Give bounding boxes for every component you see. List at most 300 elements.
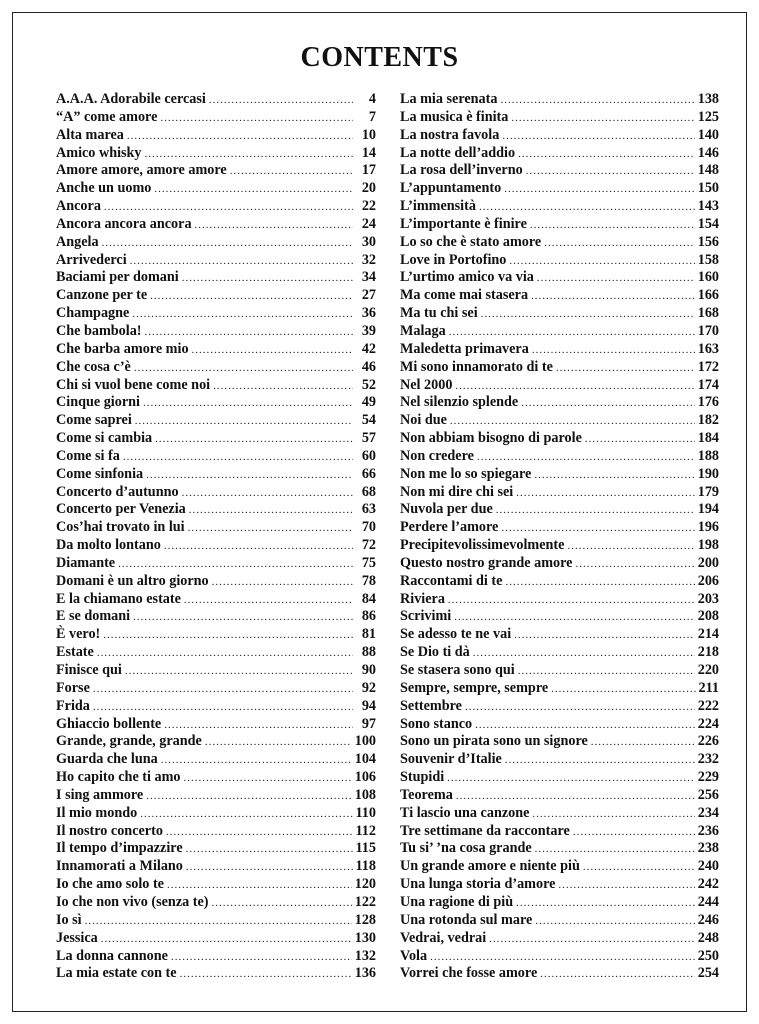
toc-entry-page: 108 bbox=[354, 786, 376, 803]
toc-entry-page: 166 bbox=[697, 287, 719, 304]
toc-entry-title: Come si cambia bbox=[56, 430, 153, 447]
toc-leader-dots bbox=[465, 699, 695, 717]
toc-entry bbox=[56, 805, 376, 823]
toc-entry bbox=[56, 733, 376, 751]
toc-entry bbox=[400, 716, 719, 734]
toc-leader-dots bbox=[551, 681, 695, 699]
toc-entry-title: Nel 2000 bbox=[400, 376, 453, 393]
toc-entry bbox=[400, 216, 719, 234]
toc-entry-title: La mia serenata bbox=[400, 91, 498, 107]
toc-leader-dots bbox=[166, 824, 353, 842]
toc-entry bbox=[56, 412, 376, 430]
toc-leader-dots bbox=[192, 342, 353, 360]
toc-entry bbox=[400, 858, 719, 876]
toc-entry-title: Raccontami di te bbox=[400, 572, 503, 589]
toc-entry bbox=[400, 234, 719, 252]
toc-entry bbox=[400, 912, 719, 930]
toc-entry-title: La rosa dell’inverno bbox=[400, 162, 523, 179]
toc-entry-page: 130 bbox=[354, 929, 376, 946]
toc-leader-dots bbox=[518, 146, 695, 164]
toc-entry-page: 104 bbox=[354, 751, 376, 768]
toc-entry-page: 200 bbox=[697, 554, 719, 571]
toc-entry bbox=[400, 269, 719, 287]
toc-entry-title: Sono stanco bbox=[400, 715, 473, 732]
toc-entry bbox=[56, 912, 376, 930]
toc-leader-dots bbox=[189, 502, 353, 520]
toc-entry-page: 97 bbox=[361, 715, 376, 732]
toc-leader-dots bbox=[558, 877, 694, 895]
toc-entry bbox=[56, 216, 376, 234]
toc-entry bbox=[56, 127, 376, 145]
toc-entry-page: 60 bbox=[361, 447, 376, 464]
toc-entry-title: Amore amore, amore amore bbox=[56, 162, 227, 179]
toc-entry bbox=[56, 466, 376, 484]
toc-entry-page: 229 bbox=[697, 769, 719, 786]
toc-entry-title: La musica è finita bbox=[400, 108, 509, 125]
toc-entry-title: La donna cannone bbox=[56, 947, 168, 964]
toc-entry-page: 246 bbox=[697, 911, 719, 928]
toc-entry bbox=[56, 91, 376, 109]
toc-entry bbox=[56, 501, 376, 519]
toc-entry bbox=[56, 394, 376, 412]
toc-entry-title: E se domani bbox=[56, 608, 131, 625]
toc-entry bbox=[400, 733, 719, 751]
toc-entry-page: 110 bbox=[355, 804, 376, 821]
toc-entry bbox=[400, 823, 719, 841]
toc-entry-title: Ma come mai stasera bbox=[400, 287, 529, 304]
toc-entry-title: Se Dio ti dà bbox=[400, 644, 470, 661]
toc-entry-page: 17 bbox=[361, 162, 376, 179]
toc-entry-page: 7 bbox=[368, 108, 376, 125]
toc-entry-title: Teorema bbox=[400, 786, 453, 803]
toc-entry bbox=[400, 840, 719, 858]
toc-leader-dots bbox=[143, 395, 353, 413]
toc-entry bbox=[56, 894, 376, 912]
toc-leader-dots bbox=[150, 288, 353, 306]
toc-entry-page: 122 bbox=[354, 893, 376, 910]
toc-leader-dots bbox=[573, 824, 695, 842]
toc-leader-dots bbox=[496, 502, 695, 520]
toc-leader-dots bbox=[161, 752, 352, 770]
toc-entry bbox=[400, 448, 719, 466]
toc-entry-title: Tre settimane da raccontare bbox=[400, 822, 570, 839]
toc-entry bbox=[400, 359, 719, 377]
toc-entry-page: 54 bbox=[361, 412, 376, 429]
toc-leader-dots bbox=[540, 966, 694, 984]
toc-leader-dots bbox=[447, 770, 695, 788]
toc-entry-title: Amico whisky bbox=[56, 144, 142, 161]
toc-entry bbox=[400, 341, 719, 359]
toc-leader-dots bbox=[164, 538, 353, 556]
toc-leader-dots bbox=[481, 306, 695, 324]
toc-entry bbox=[400, 394, 719, 412]
toc-entry-title: Finisce qui bbox=[56, 662, 122, 678]
toc-entry-page: 222 bbox=[697, 697, 719, 714]
toc-entry bbox=[400, 305, 719, 323]
toc-entry bbox=[56, 965, 376, 983]
toc-leader-dots bbox=[132, 306, 353, 324]
toc-entry-page: 27 bbox=[361, 287, 376, 304]
toc-entry-title: È vero! bbox=[56, 626, 101, 643]
toc-entry-page: 88 bbox=[361, 644, 376, 661]
toc-entry bbox=[400, 644, 719, 662]
toc-entry-title: Concerto per Venezia bbox=[56, 501, 186, 518]
toc-entry-title: Se adesso te ne vai bbox=[400, 626, 512, 643]
toc-entry-title: L’urtimo amico va via bbox=[400, 269, 534, 286]
toc-entry bbox=[56, 430, 376, 448]
toc-entry-title: Love in Portofino bbox=[400, 251, 507, 268]
toc-entry-title: L’importante è finire bbox=[400, 215, 527, 232]
toc-leader-dots bbox=[125, 663, 353, 681]
toc-entry-page: 220 bbox=[697, 662, 719, 678]
toc-entry-title: Concerto d’autunno bbox=[56, 483, 179, 500]
toc-entry-page: 72 bbox=[361, 537, 376, 554]
toc-entry bbox=[56, 519, 376, 537]
toc-entry-title: Io che non vivo (senza te) bbox=[56, 893, 209, 910]
toc-entry-title: Io che amo solo te bbox=[56, 876, 164, 893]
toc-entry bbox=[400, 198, 719, 216]
toc-entry-title: Un grande amore e niente più bbox=[400, 858, 580, 875]
toc-entry bbox=[56, 341, 376, 359]
toc-leader-dots bbox=[146, 788, 351, 806]
toc-entry bbox=[56, 698, 376, 716]
toc-entry-page: 86 bbox=[361, 608, 376, 625]
toc-entry-title: Riviera bbox=[400, 590, 445, 607]
toc-entry-title: L’immensità bbox=[400, 198, 476, 215]
toc-leader-dots bbox=[518, 663, 695, 681]
toc-leader-dots bbox=[535, 913, 694, 931]
toc-entry bbox=[400, 769, 719, 787]
toc-entry-title: Precipitevolissimevolmente bbox=[400, 537, 565, 554]
toc-leader-dots bbox=[167, 877, 352, 895]
toc-leader-dots bbox=[583, 859, 695, 877]
toc-entry-page: 75 bbox=[361, 554, 376, 571]
toc-entry-title: Noi due bbox=[400, 412, 447, 429]
toc-entry bbox=[400, 180, 719, 198]
toc-entry bbox=[400, 162, 719, 180]
toc-leader-dots bbox=[230, 163, 353, 181]
toc-entry bbox=[56, 109, 376, 127]
toc-entry-page: 198 bbox=[697, 537, 719, 554]
toc-leader-dots bbox=[505, 574, 694, 592]
toc-entry-title: Lo so che è stato amore bbox=[400, 233, 542, 250]
toc-entry-page: 179 bbox=[697, 483, 719, 500]
toc-leader-dots bbox=[532, 806, 694, 824]
toc-entry bbox=[56, 948, 376, 966]
toc-leader-dots bbox=[123, 449, 353, 467]
toc-entry-title: Baciami per domani bbox=[56, 269, 179, 286]
toc-leader-dots bbox=[182, 270, 353, 288]
toc-leader-dots bbox=[532, 342, 695, 360]
toc-entry-page: 66 bbox=[361, 465, 376, 482]
toc-entry-title: Chi si vuol bene come noi bbox=[56, 376, 211, 393]
toc-leader-dots bbox=[504, 181, 695, 199]
toc-entry bbox=[56, 662, 376, 680]
toc-entry-page: 24 bbox=[361, 215, 376, 232]
toc-entry bbox=[56, 591, 376, 609]
toc-entry bbox=[56, 626, 376, 644]
toc-leader-dots bbox=[500, 92, 694, 110]
toc-leader-dots bbox=[535, 841, 695, 859]
toc-entry-page: 70 bbox=[361, 519, 376, 536]
toc-leader-dots bbox=[85, 913, 352, 931]
toc-entry-title: Il tempo d’impazzire bbox=[56, 840, 183, 857]
toc-entry bbox=[400, 751, 719, 769]
toc-leader-dots bbox=[134, 360, 353, 378]
toc-entry-page: 30 bbox=[361, 233, 376, 250]
toc-leader-dots bbox=[133, 609, 353, 627]
toc-leader-dots bbox=[212, 574, 353, 592]
toc-entry bbox=[400, 127, 719, 145]
toc-leader-dots bbox=[93, 699, 353, 717]
toc-entry bbox=[56, 716, 376, 734]
toc-entry-page: 188 bbox=[697, 447, 719, 464]
toc-entry-title: Grande, grande, grande bbox=[56, 733, 202, 750]
toc-entry-page: 138 bbox=[697, 91, 719, 107]
toc-entry-page: 68 bbox=[361, 483, 376, 500]
toc-entry bbox=[400, 555, 719, 573]
toc-entry bbox=[56, 608, 376, 626]
toc-leader-dots bbox=[567, 538, 694, 556]
toc-entry-title: La notte dell’addio bbox=[400, 144, 516, 161]
toc-entry-page: 39 bbox=[361, 322, 376, 339]
toc-entry-title: Ma tu chi sei bbox=[400, 305, 478, 322]
toc-entry-page: 182 bbox=[697, 412, 719, 429]
toc-leader-dots bbox=[511, 110, 694, 128]
toc-entry bbox=[56, 680, 376, 698]
toc-entry-title: Ancora ancora ancora bbox=[56, 215, 192, 232]
toc-entry-page: 240 bbox=[697, 858, 719, 875]
toc-entry bbox=[56, 162, 376, 180]
toc-entry-page: 22 bbox=[361, 198, 376, 215]
toc-entry-page: 140 bbox=[697, 126, 719, 143]
toc-entry-title: I sing ammore bbox=[56, 786, 144, 803]
toc-entry-page: 115 bbox=[355, 840, 376, 857]
toc-leader-dots bbox=[171, 949, 352, 967]
toc-entry-page: 4 bbox=[368, 91, 376, 107]
toc-entry-title: Forse bbox=[56, 679, 90, 696]
toc-entry-title: Non me lo so spiegare bbox=[400, 465, 532, 482]
toc-entry-title: Settembre bbox=[400, 697, 462, 714]
toc-entry bbox=[400, 608, 719, 626]
toc-leader-dots bbox=[135, 413, 353, 431]
toc-leader-dots bbox=[160, 110, 353, 128]
toc-entry bbox=[400, 948, 719, 966]
toc-entry-title: Da molto lontano bbox=[56, 537, 161, 554]
toc-entry-title: Scrivimi bbox=[400, 608, 452, 625]
toc-entry bbox=[400, 965, 719, 983]
toc-entry-page: 218 bbox=[697, 644, 719, 661]
toc-entry bbox=[400, 412, 719, 430]
toc-entry bbox=[56, 769, 376, 787]
toc-leader-dots bbox=[209, 92, 353, 110]
toc-entry-page: 250 bbox=[697, 947, 719, 964]
toc-entry-title: Souvenir d’Italie bbox=[400, 751, 502, 768]
toc-entry bbox=[56, 555, 376, 573]
contents-column-left bbox=[56, 91, 376, 983]
toc-entry-title: Il mio mondo bbox=[56, 804, 138, 821]
toc-entry bbox=[56, 234, 376, 252]
toc-entry-page: 106 bbox=[354, 769, 376, 786]
toc-entry-title: Mi sono innamorato di te bbox=[400, 358, 553, 375]
toc-entry-page: 20 bbox=[361, 180, 376, 197]
toc-entry-title: Champagne bbox=[56, 305, 130, 322]
toc-entry bbox=[56, 858, 376, 876]
toc-leader-dots bbox=[516, 895, 695, 913]
toc-entry-page: 81 bbox=[361, 626, 376, 643]
toc-entry-page: 128 bbox=[354, 911, 376, 928]
toc-entry bbox=[400, 252, 719, 270]
toc-entry bbox=[56, 145, 376, 163]
contents-column-right bbox=[400, 91, 719, 983]
toc-entry-title: Ti lascio una canzone bbox=[400, 804, 530, 821]
toc-entry-title: Questo nostro grande amore bbox=[400, 554, 573, 571]
toc-entry-title: Sempre, sempre, sempre bbox=[400, 679, 549, 696]
toc-entry-title: Ancora bbox=[56, 198, 101, 215]
toc-leader-dots bbox=[140, 806, 352, 824]
toc-entry-page: 174 bbox=[697, 376, 719, 393]
toc-entry-page: 78 bbox=[361, 572, 376, 589]
toc-entry bbox=[56, 252, 376, 270]
toc-entry bbox=[400, 145, 719, 163]
toc-entry-page: 57 bbox=[361, 430, 376, 447]
toc-entry-page: 154 bbox=[697, 215, 719, 232]
toc-entry-page: 42 bbox=[361, 340, 376, 357]
toc-entry-title: Vola bbox=[400, 947, 428, 964]
toc-entry-page: 36 bbox=[361, 305, 376, 322]
toc-entry-title: Se stasera sono qui bbox=[400, 662, 515, 678]
toc-entry-title: Tu si’ ’na cosa grande bbox=[400, 840, 532, 857]
toc-leader-dots bbox=[575, 556, 694, 574]
toc-leader-dots bbox=[188, 520, 353, 538]
toc-leader-dots bbox=[455, 378, 694, 396]
toc-entry-page: 90 bbox=[361, 662, 376, 678]
toc-leader-dots bbox=[102, 235, 353, 253]
toc-entry-title: Anche un uomo bbox=[56, 180, 152, 197]
toc-leader-dots bbox=[516, 485, 694, 503]
toc-leader-dots bbox=[182, 485, 353, 503]
toc-leader-dots bbox=[145, 324, 353, 342]
toc-leader-dots bbox=[184, 770, 352, 788]
toc-entry bbox=[400, 377, 719, 395]
toc-entry-page: 14 bbox=[361, 144, 376, 161]
toc-entry-title: Nuvola per due bbox=[400, 501, 493, 518]
toc-entry-title: Vedrai, vedrai bbox=[400, 929, 487, 946]
toc-entry bbox=[56, 448, 376, 466]
toc-leader-dots bbox=[164, 717, 353, 735]
toc-entry-title: La mia estate con te bbox=[56, 965, 177, 982]
toc-entry-title: Ghiaccio bollente bbox=[56, 715, 162, 732]
toc-leader-dots bbox=[479, 199, 695, 217]
toc-leader-dots bbox=[127, 128, 353, 146]
toc-leader-dots bbox=[184, 592, 353, 610]
toc-entry bbox=[400, 430, 719, 448]
toc-entry-title: Perdere l’amore bbox=[400, 519, 499, 536]
toc-leader-dots bbox=[591, 734, 695, 752]
toc-entry-page: 236 bbox=[697, 822, 719, 839]
toc-entry-title: Una lunga storia d’amore bbox=[400, 876, 556, 893]
toc-entry bbox=[400, 91, 719, 109]
toc-leader-dots bbox=[544, 235, 695, 253]
toc-entry-title: Come sinfonia bbox=[56, 465, 144, 482]
toc-entry-title: Una ragione di più bbox=[400, 893, 514, 910]
toc-entry-page: 112 bbox=[355, 822, 376, 839]
toc-leader-dots bbox=[454, 609, 694, 627]
toc-entry bbox=[400, 662, 719, 680]
toc-entry-title: Arrivederci bbox=[56, 251, 127, 268]
toc-leader-dots bbox=[450, 413, 695, 431]
toc-leader-dots bbox=[97, 645, 353, 663]
toc-entry-title: Canzone per te bbox=[56, 287, 148, 304]
toc-entry-page: 224 bbox=[697, 715, 719, 732]
toc-entry-page: 34 bbox=[361, 269, 376, 286]
toc-entry bbox=[400, 680, 719, 698]
toc-entry-title: Come si fa bbox=[56, 447, 120, 464]
toc-entry-page: 163 bbox=[697, 340, 719, 357]
toc-leader-dots bbox=[477, 449, 695, 467]
toc-entry bbox=[400, 930, 719, 948]
toc-entry-title: L’appuntamento bbox=[400, 180, 502, 197]
toc-leader-dots bbox=[585, 431, 695, 449]
toc-entry bbox=[400, 109, 719, 127]
toc-entry-page: 100 bbox=[354, 733, 376, 750]
toc-leader-dots bbox=[430, 949, 695, 967]
toc-entry-page: 156 bbox=[697, 233, 719, 250]
toc-entry-page: 203 bbox=[697, 590, 719, 607]
toc-leader-dots bbox=[526, 163, 695, 181]
toc-entry bbox=[56, 359, 376, 377]
toc-entry-title: Sono un pirata sono un signore bbox=[400, 733, 588, 750]
toc-entry-page: 254 bbox=[697, 965, 719, 982]
toc-leader-dots bbox=[456, 788, 695, 806]
toc-entry bbox=[400, 484, 719, 502]
toc-entry-page: 194 bbox=[697, 501, 719, 518]
toc-entry bbox=[56, 823, 376, 841]
toc-entry-page: 160 bbox=[697, 269, 719, 286]
toc-leader-dots bbox=[93, 681, 353, 699]
toc-entry-page: 46 bbox=[361, 358, 376, 375]
toc-leader-dots bbox=[534, 467, 694, 485]
toc-entry-title: Stupidi bbox=[400, 769, 445, 786]
toc-entry-title: “A” come amore bbox=[56, 108, 158, 125]
toc-entry bbox=[56, 287, 376, 305]
toc-entry bbox=[56, 180, 376, 198]
toc-leader-dots bbox=[505, 752, 695, 770]
toc-entry-title: Vorrei che fosse amore bbox=[400, 965, 538, 982]
toc-entry-title: Una rotonda sul mare bbox=[400, 911, 533, 928]
toc-entry bbox=[400, 787, 719, 805]
toc-leader-dots bbox=[509, 253, 694, 271]
toc-entry-title: Guarda che luna bbox=[56, 751, 158, 768]
toc-entry-page: 136 bbox=[354, 965, 376, 982]
toc-leader-dots bbox=[212, 895, 352, 913]
toc-leader-dots bbox=[155, 431, 353, 449]
toc-entry-title: Alta marea bbox=[56, 126, 124, 143]
toc-leader-dots bbox=[213, 378, 353, 396]
toc-entry-page: 256 bbox=[697, 786, 719, 803]
toc-entry-title: Frida bbox=[56, 697, 90, 714]
toc-entry-page: 234 bbox=[697, 804, 719, 821]
toc-leader-dots bbox=[101, 931, 352, 949]
page-title: CONTENTS bbox=[300, 42, 459, 73]
toc-entry-title: Non credere bbox=[400, 447, 474, 464]
toc-entry bbox=[56, 198, 376, 216]
toc-leader-dots bbox=[180, 966, 352, 984]
toc-entry-page: 118 bbox=[355, 858, 376, 875]
toc-entry-page: 172 bbox=[697, 358, 719, 375]
toc-leader-dots bbox=[530, 217, 695, 235]
toc-entry bbox=[400, 466, 719, 484]
